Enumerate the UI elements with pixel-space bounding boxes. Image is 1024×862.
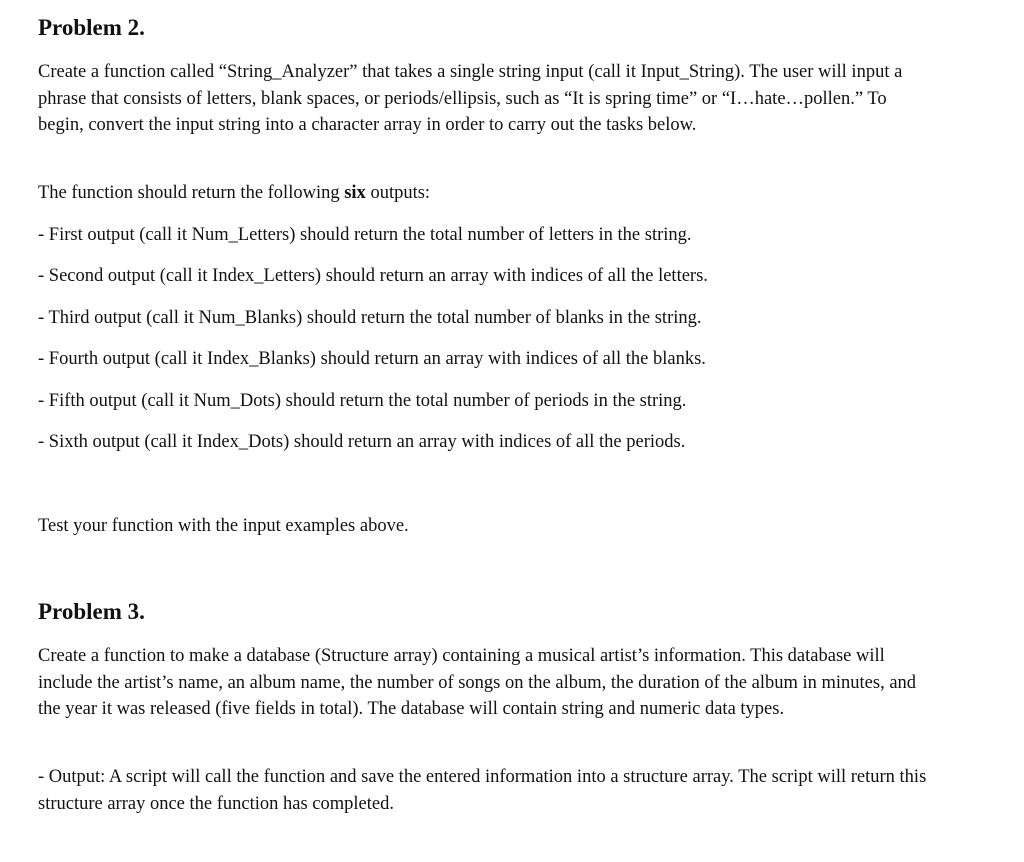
outputs-lead bbox=[38, 180, 430, 206]
output-item-5: - Fifth output (call it Num_Dots) should return the total number of periods in the string. bbox=[38, 391, 687, 411]
outputs-lead-emphasis: six bbox=[344, 183, 366, 203]
outputs-lead-text: The function should return the following bbox=[38, 183, 345, 203]
outputs-lead-suffix: outputs: bbox=[365, 183, 431, 203]
problem-2-intro: Create a function called “String_Analyzer” that takes a single string input (call it Input_String). The user will input a phrase that consists of letters, blank spaces, or periods/ellipsis, such as “It is spring time” or “I…hate…pollen.” To begin, convert the input string into a character array in order to carry out the tasks below. bbox=[38, 62, 903, 135]
problem-3-intro: Create a function to make a database (Structure array) containing a musical artist’s information. This database will include the artist’s name, an album name, the number of songs on the album, the duration of the album in minutes, and the year it was released (five fields in total). The database will contain string and numeric data types. bbox=[38, 646, 917, 719]
output-item-4: - Fourth output (call it Index_Blanks) should return an array with indices of all the blanks. bbox=[38, 349, 706, 369]
problem-3-heading: Problem 3. bbox=[38, 599, 145, 624]
test-note: Test your function with the input examples above. bbox=[38, 516, 409, 536]
problem-3-output-note: - Output: A script will call the function and save the entered information into a structure array. The script will return this structure array once the function has completed. bbox=[38, 767, 927, 814]
output-item-1: - First output (call it Num_Letters) should return the total number of letters in the string. bbox=[38, 225, 692, 245]
problem-2-heading: Problem 2. bbox=[38, 15, 145, 40]
output-item-2: - Second output (call it Index_Letters) should return an array with indices of all the letters. bbox=[38, 266, 708, 286]
output-item-3: - Third output (call it Num_Blanks) should return the total number of blanks in the string. bbox=[38, 308, 702, 328]
output-item-6: - Sixth output (call it Index_Dots) should return an array with indices of all the periods. bbox=[38, 432, 686, 452]
